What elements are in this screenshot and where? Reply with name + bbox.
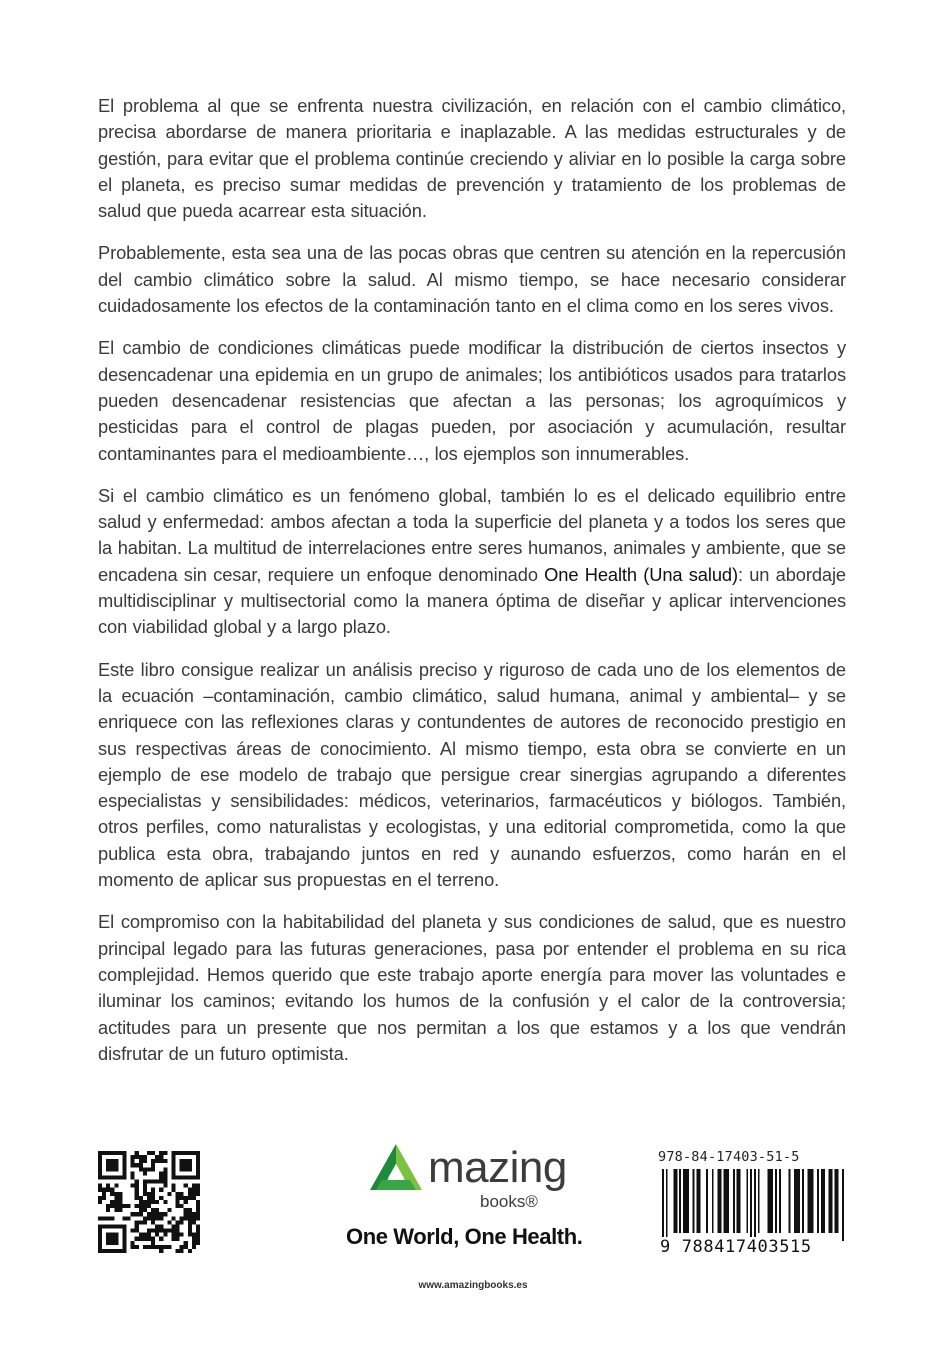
barcode-digits-rest: 788417403515 [681, 1237, 812, 1257]
paragraph-4-end: : un abordaje multidisciplinar y multisectorial como la manera óptima de diseñar y aplicar intervenciones con viabilidad global y a largo plazo. [98, 563, 846, 638]
barcode-bars [662, 1169, 844, 1241]
barcode-digits [660, 1237, 812, 1257]
publisher-logo [346, 1140, 596, 1260]
isbn-barcode [658, 1149, 848, 1259]
logo-wordmark: mazing [428, 1143, 567, 1192]
slogan: One World, One Health. [346, 1224, 583, 1249]
isbn-number: 978-84-17403-51-5 [658, 1149, 800, 1165]
qr-code-icon [98, 1151, 200, 1253]
paragraph-1: El problema al que se enfrenta nuestra civilización, en relación con el cambio climático, precisa abordarse de manera prioritaria e inaplazable. A las medidas estructurales y de gestión, para evitar que el problema continúe creciendo y aliviar en lo posible la carga sobre el planeta, es preciso sumar medidas de prevención y tratamiento de los problemas de salud que pueda acarrear esta situación. [98, 95, 846, 222]
paragraph-5: Este libro consigue realizar un análisis preciso y riguroso de cada uno de los elementos de la ecuación –contaminación, cambio climático, salud humana, animal y ambiental– y se enriquece con las reflexiones claras y contundentes de autores de reconocido prestigio en sus respectivas áreas de conocimiento. Al mismo tiempo, esta obra se convierte en un ejemplo de ese modelo de trabajo que persigue crear sinergias agrupando a diferentes especialistas y sensibilidades: médicos, veterinarios, farmacéuticos y biólogos. También, otros perfiles, como naturalistas y ecologistas, y una editorial comprometida, como la que publica esta obra, trabajando juntos en red y aunando esfuerzos, como harán en el momento de aplicar sus propuestas en el terreno. [98, 658, 846, 891]
paragraph-2: Probablemente, esta sea una de las pocas obras que centren su atención en la repercusión del cambio climático sobre la salud. Al mismo tiempo, se hace necesario considerar cuidadosamente los efectos de la contaminación tanto en el clima como en los seres vivos. [98, 242, 846, 317]
one-health-term: One Health (Una salud) [544, 563, 738, 585]
paragraph-4-start: Si el cambio climático es un fenómeno global, también lo es el delicado equilibrio entre salud y enfermedad: ambos afectan a toda la superficie del planeta y a todos los seres que la habitan. La multitud de interrelaciones entre seres humanos, animales y ambiente, que se encadena sin cesar, requiere un enfoque denominado [98, 484, 846, 585]
blurb-text [98, 93, 846, 1083]
triangle-logo-icon [366, 1142, 426, 1194]
paragraph-3: El cambio de condiciones climáticas puede modificar la distribución de ciertos insectos y desencadenar una epidemia en un grupo de animales; los antibióticos usados para tratarlos pueden desencadenar resistencias que afectan a las personas; los agroquímicos y pesticidas para el control de plagas pueden, por asociación y acumulación, resultar contaminantes para el medioambiente…, los ejemplos son innumerables. [98, 337, 846, 464]
website-url: www.amazingbooks.es [418, 1280, 528, 1291]
paragraph-6: El compromiso con la habitabilidad del planeta y sus condiciones de salud, que es nuestro principal legado para las futuras generaciones, pasa por entender el problema en su rica complejidad. Hemos querido que este trabajo aporte energía para mover las voluntades e iluminar los caminos; evitando los humos de la confusión y el calor de la controversia; actitudes para un presente que nos permitan a los que estamos y a los que vendrán disfrutar de un futuro optimista. [98, 911, 846, 1064]
logo-subtitle: books® [480, 1192, 538, 1211]
paragraph-4 [98, 483, 846, 641]
barcode-digit-first: 9 [660, 1237, 671, 1257]
